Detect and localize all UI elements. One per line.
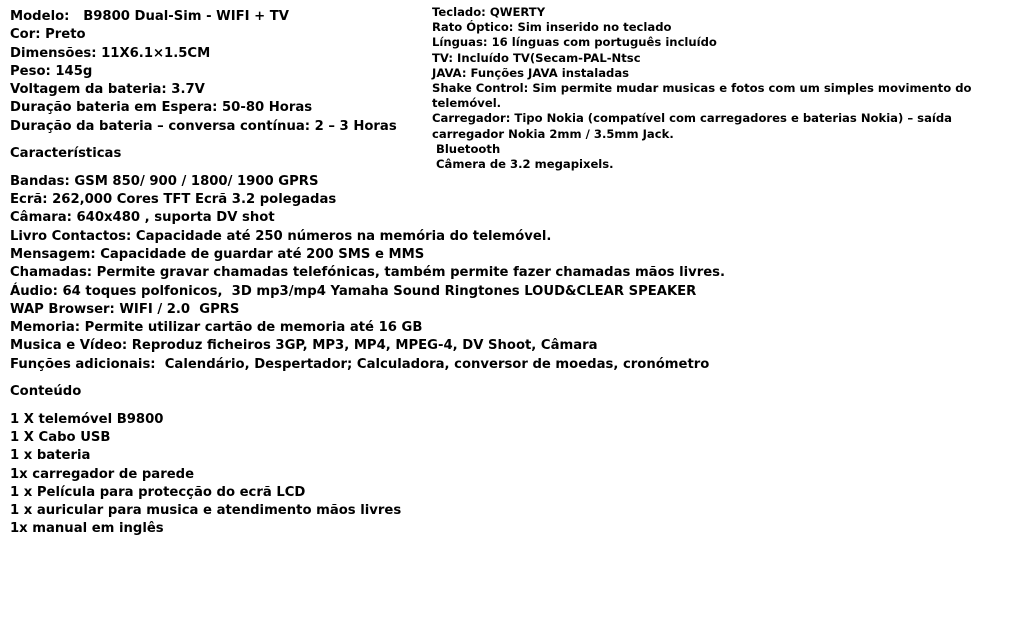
spec-tv: TV: Incluído TV(Secam-PAL-Ntsc bbox=[432, 50, 641, 65]
package-item: 1 x Película para protecção do ecrã LCD bbox=[10, 484, 306, 500]
features-list bbox=[10, 173, 770, 374]
feature-item: Ecrã: 262,000 Cores TFT Ecrã 3.2 polegadas bbox=[10, 192, 337, 208]
spec-talk-duration: Duração da bateria – conversa contínua: 2 – 3 Horas bbox=[10, 118, 397, 134]
section-heading-caracteristicas: Características bbox=[10, 146, 122, 162]
feature-item: Bandas: GSM 850/ 900 / 1800/ 1900 GPRS bbox=[10, 173, 319, 189]
feature-item: Mensagem: Capacidade de guardar até 200 SMS e MMS bbox=[10, 246, 425, 262]
feature-item: Funções adicionais: Calendário, Despertador; Calculadora, conversor de moedas, cronómetro bbox=[10, 356, 710, 372]
package-contents-list bbox=[10, 411, 770, 539]
section-heading-conteudo: Conteúdo bbox=[10, 384, 82, 400]
specs-extra bbox=[432, 5, 992, 172]
package-item: 1x manual em inglês bbox=[10, 521, 164, 537]
spec-bluetooth: Bluetooth bbox=[436, 141, 501, 156]
feature-item: Chamadas: Permite gravar chamadas telefónicas, também permite fazer chamadas mãos livres. bbox=[10, 265, 726, 281]
spec-charger: Carregador: Tipo Nokia (compatível com carregadores e baterias Nokia) – saída carregador Nokia 2mm / 3.5mm Jack. bbox=[432, 111, 952, 141]
spec-battery-voltage: Voltagem da bateria: 3.7V bbox=[10, 82, 205, 98]
feature-item: Musica e Vídeo: Reproduz ficheiros 3GP, MP3, MP4, MPEG-4, DV Shoot, Câmara bbox=[10, 338, 598, 354]
spec-dimensions: Dimensões: 11X6.1×1.5CM bbox=[10, 45, 211, 61]
feature-item: WAP Browser: WIFI / 2.0 GPRS bbox=[10, 301, 240, 317]
package-item: 1 x auricular para musica e atendimento mãos livres bbox=[10, 503, 402, 519]
package-item: 1 x bateria bbox=[10, 448, 91, 464]
package-item: 1 X Cabo USB bbox=[10, 429, 111, 445]
spec-weight: Peso: 145g bbox=[10, 63, 93, 79]
feature-item: Livro Contactos: Capacidade até 250 números na memória do telemóvel. bbox=[10, 228, 552, 244]
spec-camera: Câmera de 3.2 megapixels. bbox=[436, 157, 614, 172]
spec-keyboard: Teclado: QWERTY bbox=[432, 5, 546, 19]
feature-item: Áudio: 64 toques polfonicos, 3D mp3/mp4 Yamaha Sound Ringtones LOUD&CLEAR SPEAKER bbox=[10, 283, 697, 299]
spec-languages: Línguas: 16 línguas com português incluído bbox=[432, 35, 717, 50]
package-item: 1 X telemóvel B9800 bbox=[10, 411, 164, 427]
package-item: 1x carregador de parede bbox=[10, 466, 195, 482]
spec-model: Modelo: B9800 Dual-Sim - WIFI + TV bbox=[10, 9, 289, 24]
spec-color: Cor: Preto bbox=[10, 27, 86, 43]
spec-shake-control: Shake Control: Sim permite mudar musicas e fotos com um simples movimento do telemóvel. bbox=[432, 81, 972, 111]
feature-item: Memoria: Permite utilizar cartão de memoria até 16 GB bbox=[10, 320, 423, 336]
spec-standby-duration: Duração bateria em Espera: 50-80 Horas bbox=[10, 100, 313, 116]
spec-java: JAVA: Funções JAVA instaladas bbox=[432, 65, 630, 80]
feature-item: Câmara: 640x480 , suporta DV shot bbox=[10, 210, 275, 226]
spec-optical-mouse: Rato Óptico: Sim inserido no teclado bbox=[432, 20, 672, 35]
